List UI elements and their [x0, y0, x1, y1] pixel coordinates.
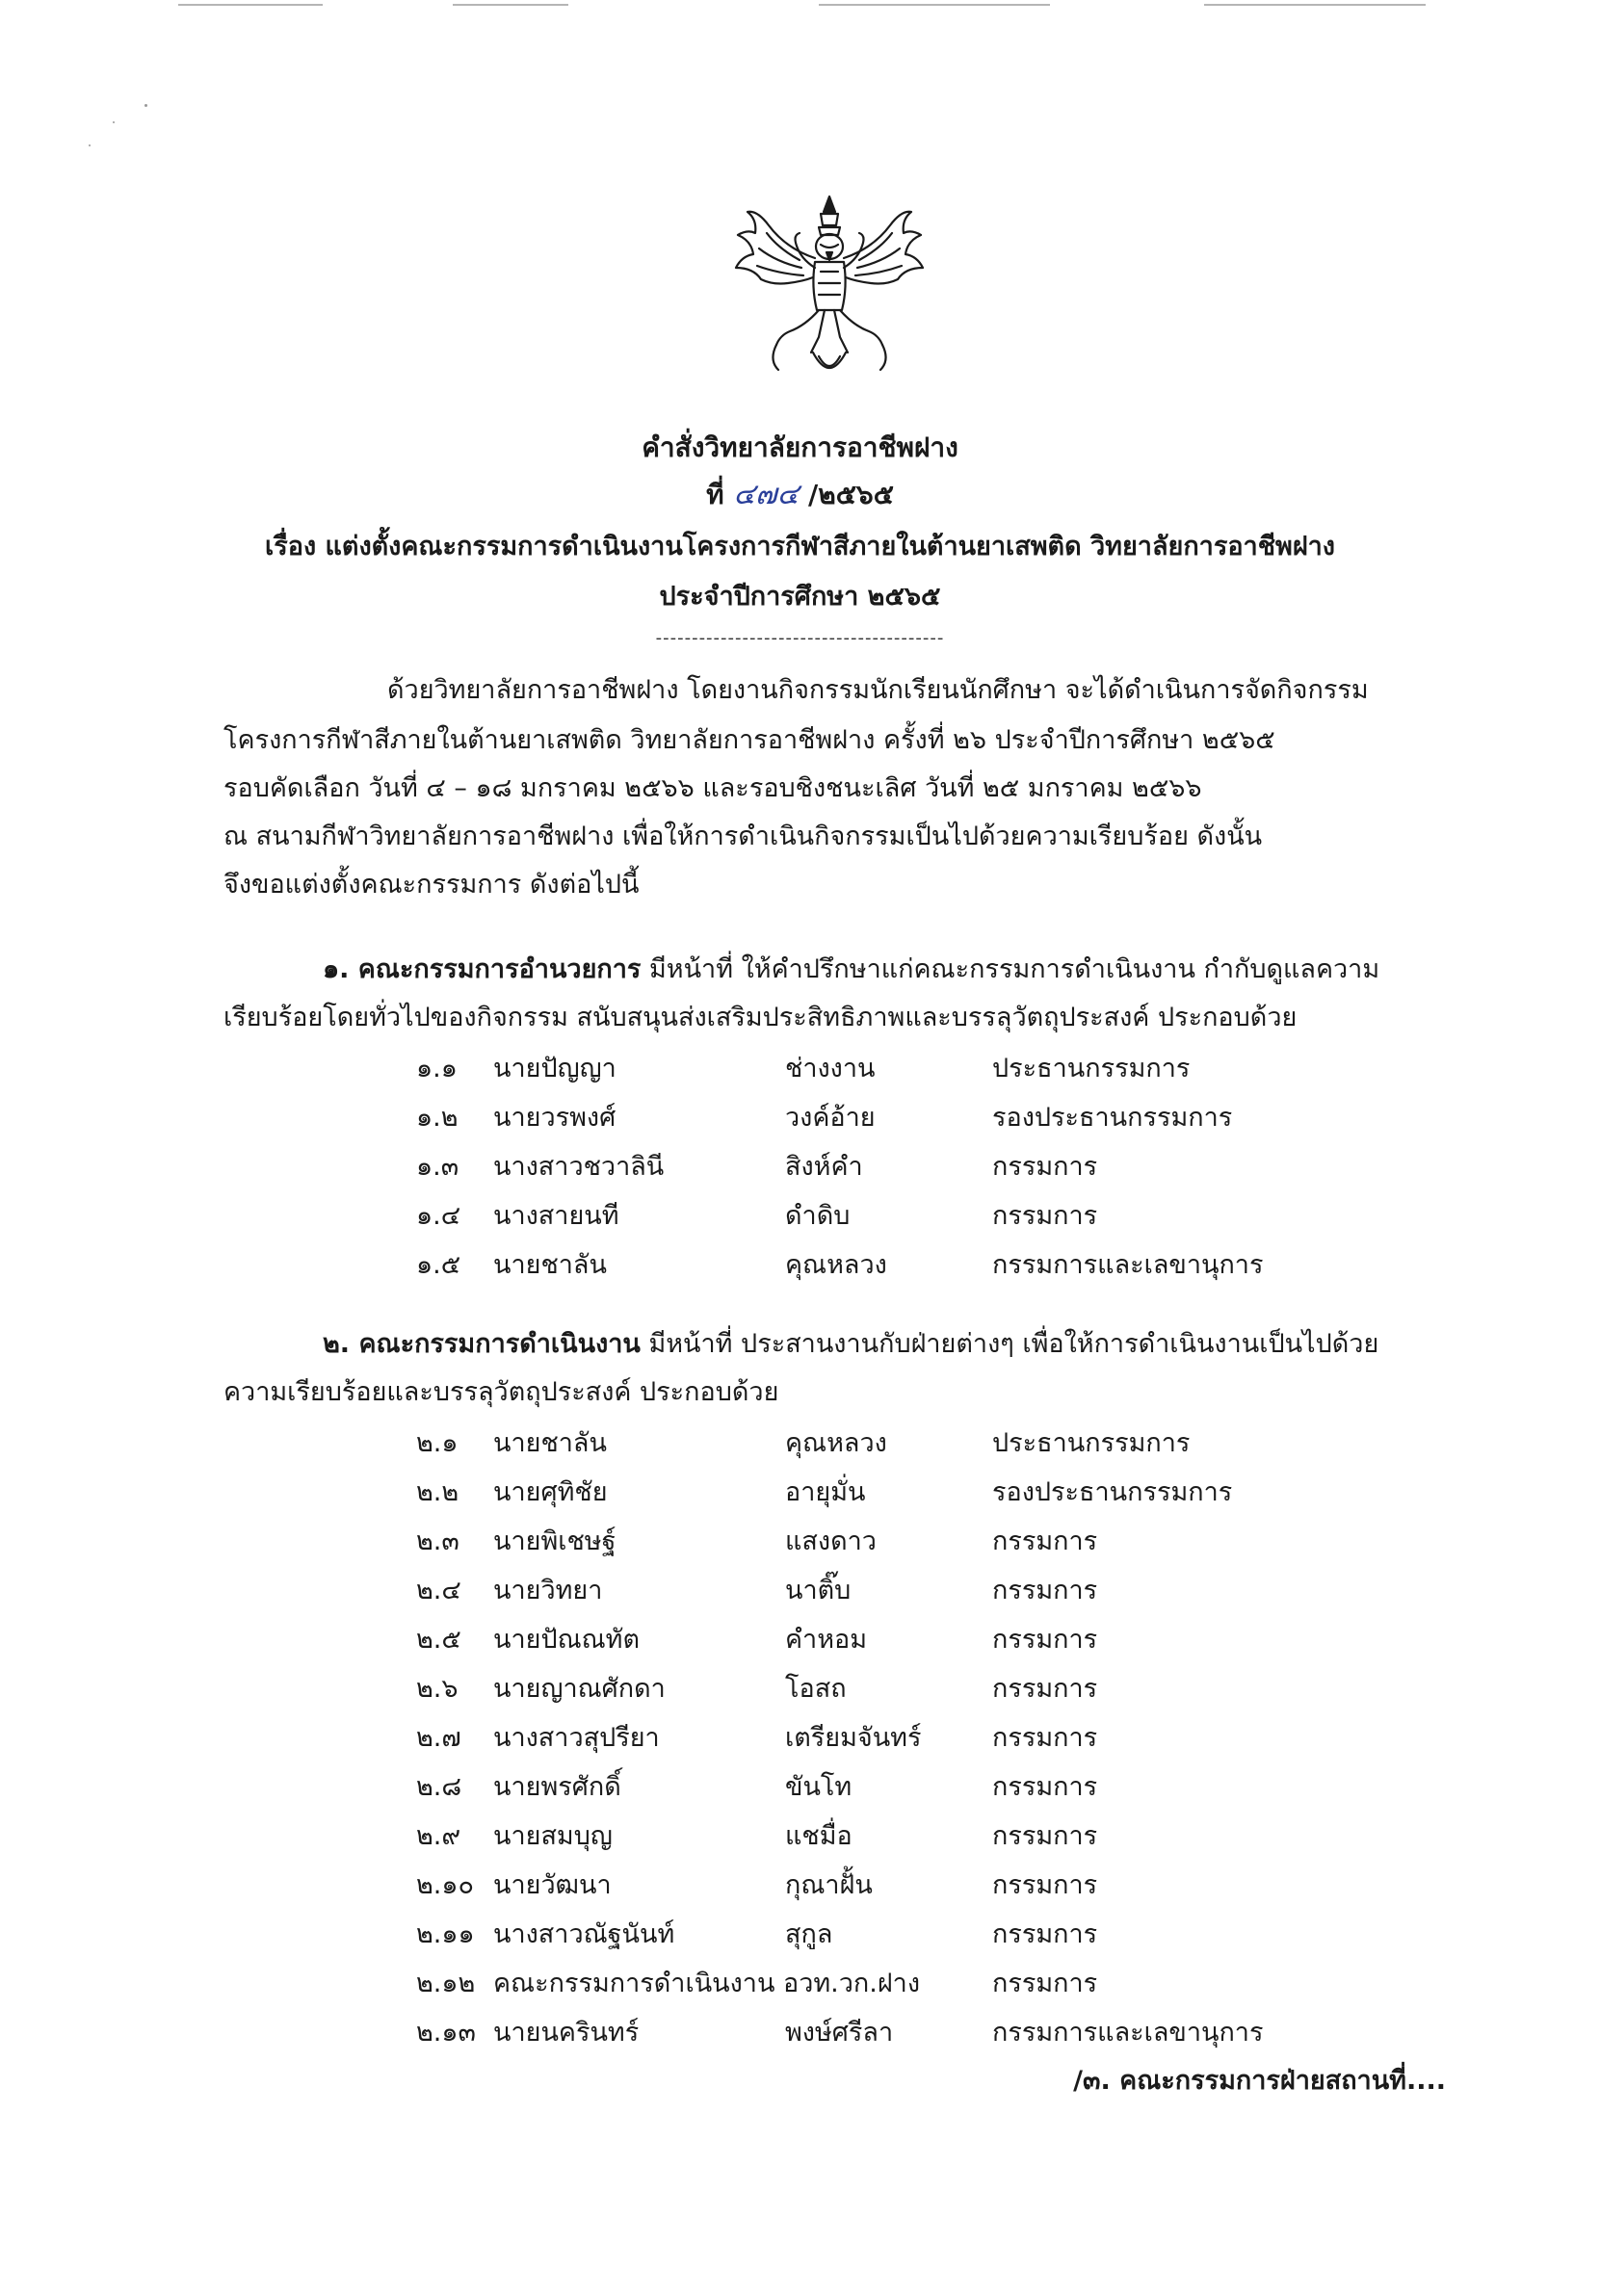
member-last-name: ขันโท	[785, 1772, 852, 1802]
section1-text-line2: เรียบร้อยโดยทั่วไปของกิจกรรม สนับสนุนส่งเสริมประสิทธิภาพและบรรลุวัตถุประสงค์ ประกอบด้วย	[223, 1003, 1298, 1032]
order-number-prefix: ที่	[706, 479, 724, 510]
member-number: ๒.๔	[416, 1576, 461, 1605]
member-last-name: วงค์อ้าย	[785, 1103, 876, 1133]
member-first-name: นางสาวสุปรียา	[493, 1723, 660, 1753]
section1-heading: ๑. คณะกรรมการอำนวยการ	[323, 954, 642, 984]
member-number: ๑.๔	[416, 1201, 461, 1231]
member-number: ๒.๑๒	[416, 1969, 476, 1998]
member-last-name: พงษ์ศรีลา	[785, 2018, 894, 2048]
order-number	[0, 472, 1600, 517]
member-last-name: แสงดาว	[785, 1526, 877, 1556]
member-last-name: สุกูล	[785, 1919, 833, 1949]
member-role: กรรมการ	[992, 1772, 1098, 1802]
member-first-name: นายปัณณทัต	[493, 1625, 641, 1655]
member-number: ๒.๗	[416, 1723, 461, 1753]
member-number: ๑.๑	[416, 1054, 458, 1083]
member-first-name: นายศุทิชัย	[493, 1477, 608, 1507]
member-last-name: คำหอม	[785, 1625, 868, 1655]
member-role: ประธานกรรมการ	[992, 1054, 1191, 1083]
order-number-suffix: /๒๕๖๕	[808, 479, 894, 510]
member-first-name: นายชาลัน	[493, 1428, 607, 1458]
member-role: รองประธานกรรมการ	[992, 1477, 1233, 1507]
member-role: กรรมการ	[992, 1625, 1098, 1655]
member-role: กรรมการ	[992, 1674, 1098, 1704]
member-role: กรรมการ	[992, 1870, 1098, 1900]
subject-line-2: ประจำปีการศึกษา ๒๕๖๕	[659, 582, 941, 612]
section2-heading: ๒. คณะกรรมการดำเนินงาน	[323, 1329, 641, 1359]
member-role: กรรมการ	[992, 1969, 1098, 1998]
scan-speck	[89, 144, 91, 146]
member-first-name: นางสาวณัฐนันท์	[493, 1919, 675, 1949]
member-role: กรรมการ	[992, 1201, 1098, 1231]
member-number: ๑.๓	[416, 1152, 459, 1182]
member-number: ๒.๕	[416, 1625, 461, 1655]
member-first-name: นายชาลัน	[493, 1250, 607, 1280]
member-last-name: คุณหลวง	[785, 1428, 887, 1458]
intro-line: ด้วยวิทยาลัยการอาชีพฝาง โดยงานกิจกรรมนักเรียนนักศึกษา จะได้ดำเนินการจัดกิจกรรม	[387, 675, 1369, 705]
member-first-name: นายพรศักดิ์	[493, 1772, 621, 1802]
continuation-note: /๓. คณะกรรมการฝ่ายสถานที่....	[1073, 2066, 1446, 2096]
scan-edge-mark	[453, 4, 568, 6]
section2-intro	[323, 1321, 1378, 1368]
member-first-name: นายสมบุญ	[493, 1821, 613, 1851]
member-last-name: สิงห์คำ	[785, 1152, 863, 1182]
member-role: กรรมการ	[992, 1152, 1098, 1182]
member-first-name: นายนครินทร์	[493, 2018, 640, 2048]
member-number: ๑.๒	[416, 1103, 459, 1133]
member-role: กรรมการ	[992, 1723, 1098, 1753]
member-last-name: อายุมั่น	[785, 1477, 866, 1507]
member-role: กรรมการ	[992, 1526, 1098, 1556]
member-last-name: แชมื่อ	[785, 1821, 852, 1851]
scan-edge-mark	[1204, 4, 1426, 6]
member-first-name: นายญาณศักดา	[493, 1674, 666, 1704]
intro-line: โครงการกีฬาสีภายในต้านยาเสพติด วิทยาลัยการอาชีพฝาง ครั้งที่ ๒๖ ประจำปีการศึกษา ๒๕๖๕	[223, 725, 1275, 755]
member-first-name: นายพิเชษฐ์	[493, 1526, 616, 1556]
member-first-name: นางสาวชวาลินี	[493, 1152, 665, 1182]
order-title: คำสั่งวิทยาลัยการอาชีพฝาง	[642, 431, 958, 463]
intro-line: จึงขอแต่งตั้งคณะกรรมการ ดังต่อไปนี้	[223, 870, 640, 900]
member-last-name: โอสถ	[785, 1674, 847, 1704]
scan-edge-mark	[178, 4, 323, 6]
member-role: กรรมการ	[992, 1821, 1098, 1851]
member-number: ๒.๑	[416, 1428, 459, 1458]
section1-text: มีหน้าที่ ให้คำปรึกษาแก่คณะกรรมการดำเนินงาน กำกับดูแลความ	[641, 954, 1380, 984]
member-number: ๒.๙	[416, 1821, 461, 1851]
member-number: ๑.๕	[416, 1250, 461, 1280]
section1-intro	[323, 947, 1379, 993]
member-number: ๒.๑๓	[416, 2018, 476, 2048]
member-number: ๒.๖	[416, 1674, 459, 1704]
member-first-name: นายวิทยา	[493, 1576, 603, 1605]
member-role: กรรมการและเลขานุการ	[992, 1250, 1264, 1280]
member-role: กรรมการ	[992, 1919, 1098, 1949]
member-first-name: นายปัญญา	[493, 1054, 616, 1083]
member-last-name: นาติ๊บ	[785, 1576, 852, 1605]
member-role: ประธานกรรมการ	[992, 1428, 1191, 1458]
member-last-name: ดำดิบ	[785, 1201, 851, 1231]
scan-speck	[113, 121, 115, 123]
order-number-handwritten: ๔๗๔	[733, 478, 800, 511]
header-divider: ----------------------------------------	[655, 628, 945, 648]
intro-line: ณ สนามกีฬาวิทยาลัยการอาชีพฝาง เพื่อให้การดำเนินกิจกรรมเป็นไปด้วยความเรียบร้อย ดังนั้น	[223, 822, 1263, 851]
intro-line: รอบคัดเลือก วันที่ ๔ – ๑๘ มกราคม ๒๕๖๖ และรอบชิงชนะเลิศ วันที่ ๒๕ มกราคม ๒๕๖๖	[223, 773, 1202, 803]
member-last-name: คุณหลวง	[785, 1250, 887, 1280]
subject-line-1: เรื่อง แต่งตั้งคณะกรรมการดำเนินงานโครงการกีฬาสีภายในต้านยาเสพติด วิทยาลัยการอาชีพฝาง	[265, 532, 1335, 561]
member-number: ๒.๑๐	[416, 1870, 474, 1900]
member-number: ๒.๑๑	[416, 1919, 475, 1949]
member-number: ๒.๓	[416, 1526, 459, 1556]
member-last-name: กุณาฝั้น	[785, 1870, 873, 1900]
member-role: รองประธานกรรมการ	[992, 1103, 1233, 1133]
member-last-name: เตรียมจันทร์	[785, 1723, 922, 1753]
section2-text-line2: ความเรียบร้อยและบรรลุวัตถุประสงค์ ประกอบด้วย	[223, 1377, 779, 1407]
member-last-name: ช่างงาน	[785, 1054, 876, 1083]
member-number: ๒.๒	[416, 1477, 459, 1507]
member-number: ๒.๘	[416, 1772, 462, 1802]
member-first-name: นางสายนที	[493, 1201, 619, 1231]
member-first-name: นายวรพงศ์	[493, 1103, 616, 1133]
member-role: กรรมการและเลขานุการ	[992, 2018, 1264, 2048]
member-first-name: คณะกรรมการดำเนินงาน อวท.วก.ฝาง	[493, 1969, 921, 1998]
section2-text: มีหน้าที่ ประสานงานกับฝ่ายต่างๆ เพื่อให้การดำเนินงานเป็นไปด้วย	[640, 1329, 1379, 1359]
member-first-name: นายวัฒนา	[493, 1870, 612, 1900]
scan-edge-mark	[819, 4, 1050, 6]
garuda-emblem-icon	[719, 191, 940, 388]
scan-speck	[144, 104, 147, 107]
member-role: กรรมการ	[992, 1576, 1098, 1605]
